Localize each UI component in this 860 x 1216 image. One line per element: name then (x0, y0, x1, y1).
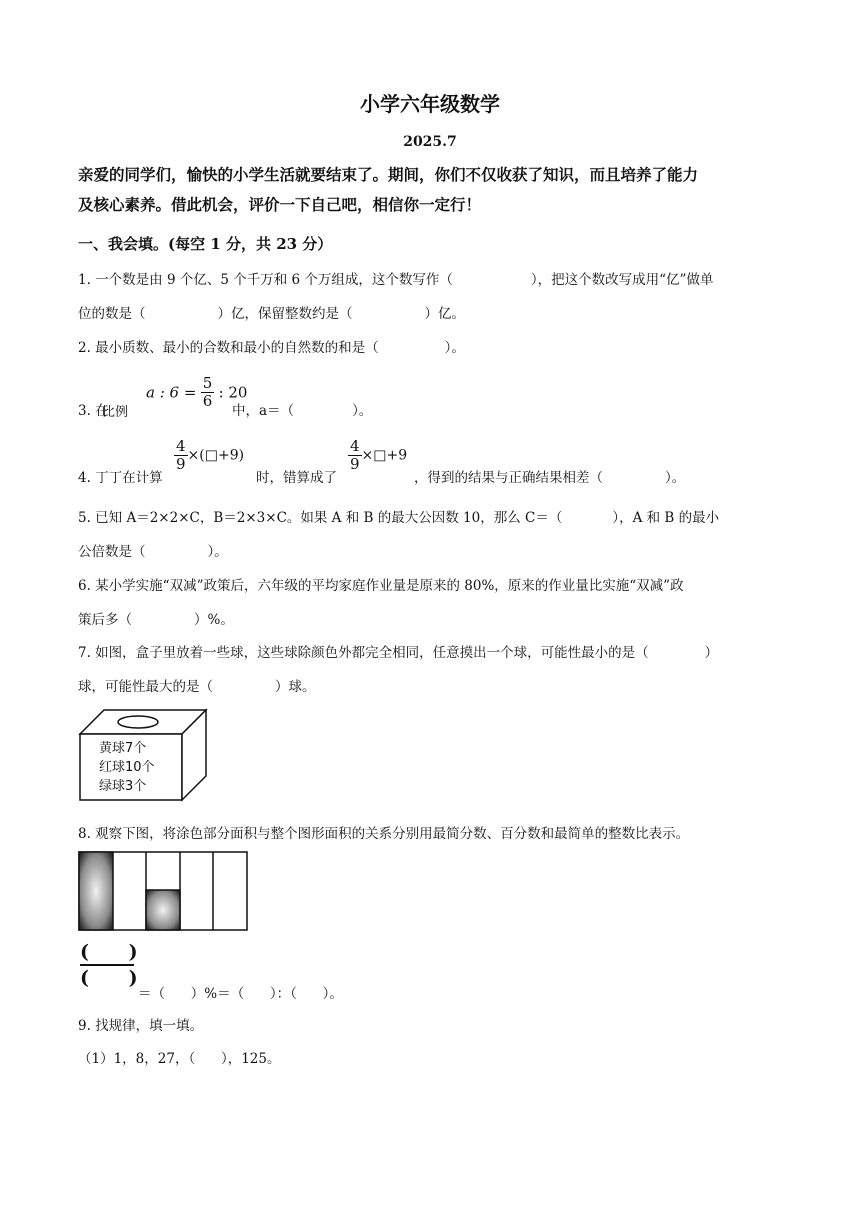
question-6 (78, 574, 788, 594)
q3-expr-a: a : 6 = (146, 383, 197, 402)
question-4 (78, 437, 788, 486)
q1-text-d: ）亿，保留整数约是（ (217, 306, 353, 322)
q1-text-c: 位的数是（ (78, 306, 146, 322)
q3-frac-num: 5 (202, 374, 213, 392)
box-label-yellow: 黄球7个 (99, 741, 147, 756)
q3-text-pre: 3. 在 (78, 403, 109, 419)
box-opening (118, 716, 158, 728)
question-5 (78, 506, 788, 526)
q4-frac-den: 9 (176, 455, 186, 473)
q3-expr-b: : 20 (218, 383, 248, 402)
exam-date: 2025.7 (403, 134, 457, 150)
q9-text: 9. 找规律，填一填。 (78, 1018, 204, 1034)
q1-text-b: ），把这个数改写成用“亿”做单 (530, 272, 714, 288)
question-9 (78, 1014, 788, 1034)
q3-end: ）。 (352, 403, 373, 419)
question-7 (78, 641, 788, 661)
q4-frac-num: 4 (350, 437, 360, 455)
q4-text-pre: 4. 丁丁在计算 (78, 470, 163, 486)
q3-post: 中，a＝（ (232, 403, 295, 419)
question-7-cont (78, 675, 788, 695)
question-1 (78, 268, 788, 288)
q4-frac-den: 9 (350, 455, 360, 473)
q4-expr-correct (174, 438, 244, 473)
q4-fraction-2 (348, 438, 362, 473)
section-title: 一、我会填。(每空 1 分，共 23 分） (78, 235, 333, 253)
q8-fraction-bottom[interactable]: ( ) (80, 967, 138, 989)
q3-text-mid: 比例 (102, 405, 129, 420)
q8-blank-fraction[interactable] (80, 940, 140, 990)
q1-text-e: ）亿。 (424, 306, 465, 322)
question-8 (78, 822, 788, 842)
q4-frac-num: 4 (176, 437, 186, 455)
q2-text-end: ）。 (444, 340, 465, 356)
q7-text-a-end: ） (704, 645, 719, 661)
q6-text-c: ）%。 (194, 612, 234, 628)
q6-text-b: 策后多（ (78, 612, 132, 628)
q4-expr-2: ×□+9 (361, 447, 408, 464)
q8-equation: ＝（ ）%＝（ ）：（ ）。 (138, 986, 343, 1002)
question-2 (78, 336, 788, 356)
q7-text-b: 球，可能性最大的是（ (78, 679, 213, 695)
q3-fraction (201, 375, 215, 410)
intro-line-1: 亲爱的同学们，愉快的小学生活就要结束了。期间，你们不仅收获了知识，而且培养了能力 (78, 165, 699, 184)
question-5-cont (78, 540, 788, 560)
q4-expr-wrong (348, 438, 407, 473)
q4-post: ，得到的结果与正确结果相差（ (414, 470, 603, 486)
q7-text-a: 7. 如图，盒子里放着一些球，这些球除颜色外都完全相同，任意摸出一个球，可能性最小的是（ (78, 645, 649, 661)
q1-text-a: 1. 一个数是由 9 个亿、5 个千万和 6 个万组成，这个数写作（ (78, 272, 453, 288)
intro-line-2: 及核心素养。借此机会，评价一下自己吧，相信你一定行！ (78, 195, 482, 214)
question-1-cont (78, 302, 788, 322)
q5-text-b: ），A 和 B 的最小 (612, 510, 720, 526)
q3-text-post (232, 399, 372, 419)
q5-text-a: 5. 已知 A＝2×2×C，B＝2×3×C。如果 A 和 B 的最大公因数 10，那么 C＝（ (78, 510, 563, 526)
q8-text: 8. 观察下图，将涂色部分面积与整个图形面积的关系分别用最简分数、百分数和最简单的整数比表示。 (78, 826, 690, 842)
q4-text-mid: 时，错算成了 (256, 470, 337, 486)
q3-frac-den: 6 (202, 392, 213, 410)
ball-box-figure (78, 708, 210, 804)
box-label-red: 红球10个 (99, 760, 155, 775)
question-6-cont (78, 608, 788, 628)
question-9-part-1: （1）1，8，27，（ ），125。 (78, 1051, 281, 1067)
q6-text-a: 6. 某小学实施“双减”政策后，六年级的平均家庭作业量是原来的 80%，原来的作业量比实施“双减”政 (78, 578, 684, 594)
q2-text: 2. 最小质数、最小的合数和最小的自然数的和是（ (78, 340, 379, 356)
q5-text-d: ）。 (207, 544, 228, 560)
q4-expr-1: ×(□+9) (187, 447, 245, 464)
shaded-half-cell (146, 890, 180, 930)
q4-end: ）。 (665, 470, 686, 486)
q7-text-c: ）球。 (275, 679, 316, 695)
shaded-column (79, 852, 113, 930)
page-title: 小学六年级数学 (360, 92, 500, 116)
shaded-rectangle-figure (78, 850, 250, 932)
q4-text-post (414, 466, 685, 486)
box-label-green: 绿球3个 (99, 779, 147, 794)
q4-fraction-1 (174, 438, 188, 473)
q5-text-c: 公倍数是（ (78, 544, 146, 560)
intro-paragraph (78, 160, 788, 220)
question-3 (78, 373, 788, 420)
q8-fraction-top[interactable]: ( ) (80, 940, 134, 966)
